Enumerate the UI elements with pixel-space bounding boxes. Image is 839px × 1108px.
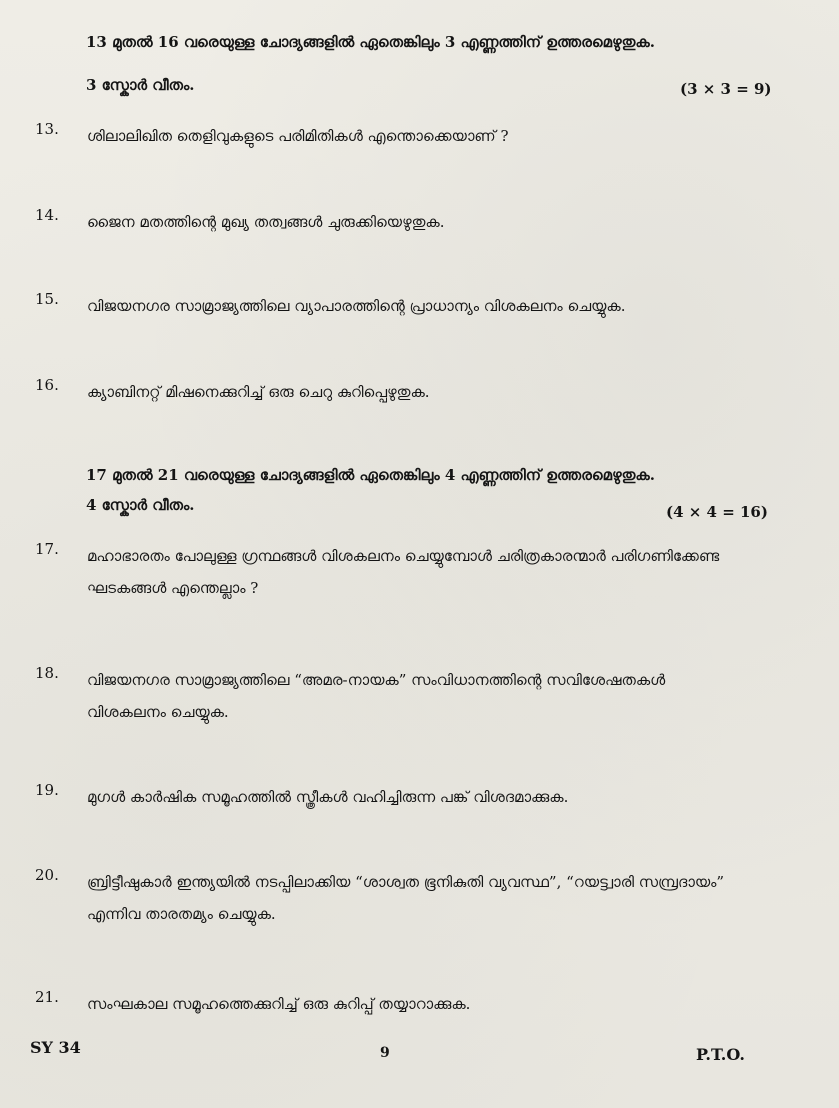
question-number: 21. [35, 988, 59, 1006]
section-instruction: 17 മുതൽ 21 വരെയുള്ള ചോദ്യങ്ങളിൽ ഏതെങ്കിലും 4 എണ്ണത്തിന് ഉത്തരമെഴുതുക. [86, 466, 655, 484]
question-text: മുഗൾ കാർഷിക സമൂഹത്തിൽ സ്ത്രീകൾ വഹിച്ചിരുന്ന പങ്ക് വിശദമാക്കുക. [87, 788, 569, 806]
question-number: 19. [35, 781, 59, 799]
section-score-note: 3 സ്കോർ വീതം. [86, 76, 195, 94]
question-text: ശിലാലിഖിത തെളിവുകളുടെ പരിമിതികൾ എന്തൊക്കെയാണ് ? [87, 127, 509, 145]
question-text: ക്യാബിനറ്റ് മിഷനെക്കുറിച്ച് ഒരു ചെറു കുറിപ്പെഴുതുക. [87, 383, 430, 401]
section-score-note: 4 സ്കോർ വീതം. [86, 496, 195, 514]
question-text: ബ്രിട്ടീഷുകാർ ഇന്ത്യയിൽ നടപ്പിലാക്കിയ “ശാശ്വത ഭൂനികുതി വ്യവസ്ഥ”, “റയട്ട്വാരി സമ്പ്രദായം” എന്നിവ താരതമ്യം ചെയ്യുക. [87, 873, 725, 923]
question-number: 15. [35, 290, 59, 308]
question-text: ജൈന മതത്തിന്റെ മുഖ്യ തത്വങ്ങൾ ചുരുക്കിയെഴുതുക. [87, 213, 445, 231]
question-number: 17. [35, 540, 59, 558]
question-number: 14. [35, 206, 59, 224]
question-number: 13. [35, 120, 59, 138]
section-marks: (4 × 4 = 16) [666, 503, 768, 521]
question-text: വിജയനഗര സാമ്രാജ്യത്തിലെ “അമര-നായക” സംവിധാനത്തിന്റെ സവിശേഷതകൾ വിശകലനം ചെയ്യുക. [87, 671, 666, 721]
please-turn-over: P.T.O. [696, 1045, 745, 1064]
question-number: 20. [35, 866, 59, 884]
paper-code: SY 34 [30, 1038, 81, 1057]
question-text: സംഘകാല സമൂഹത്തെക്കുറിച്ച് ഒരു കുറിപ്പ് തയ്യാറാക്കുക. [87, 995, 471, 1013]
question-text: വിജയനഗര സാമ്രാജ്യത്തിലെ വ്യാപാരത്തിന്റെ പ്രാധാന്യം വിശകലനം ചെയ്യുക. [87, 297, 626, 315]
question-number: 16. [35, 376, 59, 394]
section-instruction: 13 മുതൽ 16 വരെയുള്ള ചോദ്യങ്ങളിൽ ഏതെങ്കിലും 3 എണ്ണത്തിന് ഉത്തരമെഴുതുക. [86, 33, 655, 51]
page-number: 9 [380, 1045, 390, 1061]
section-marks: (3 × 3 = 9) [680, 80, 772, 98]
question-text: മഹാഭാരതം പോലുള്ള ഗ്രന്ഥങ്ങൾ വിശകലനം ചെയ്യുമ്പോൾ ചരിത്രകാരന്മാർ പരിഗണിക്കേണ്ട ഘടകങ്ങൾ എന്തെല്ലാം ? [87, 547, 720, 597]
question-number: 18. [35, 664, 59, 682]
